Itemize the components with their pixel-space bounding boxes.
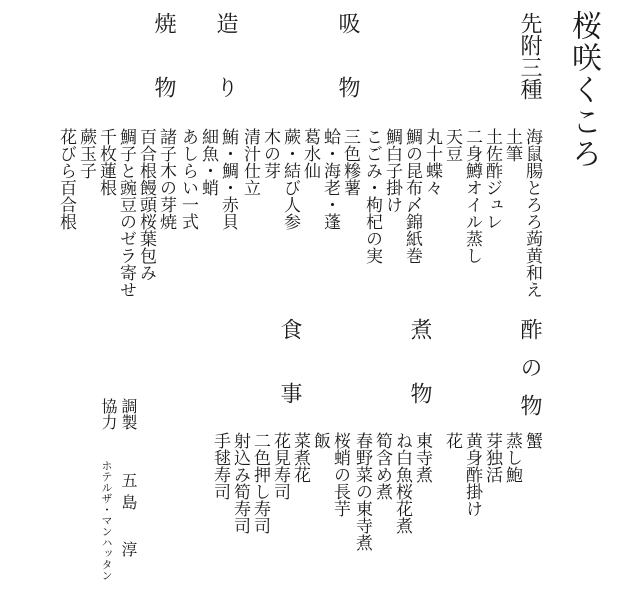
nimono-line: ね白魚桜花煮	[392, 432, 412, 534]
sakizuke-heading: 先附三種	[517, 12, 542, 100]
sunomono-line: 花	[442, 432, 462, 449]
sakizuke-line: 海鼠腸とろろ蒟黄和え	[522, 128, 542, 298]
sakizuke-line: 天豆	[442, 128, 462, 162]
suimono-line: 蕨・結び人参	[280, 128, 300, 230]
tsukuri-heading: 造り	[213, 12, 238, 140]
sakizuke-line: 鯛白子掛け	[382, 128, 402, 213]
nimono-line: 筍含め煮	[372, 432, 392, 500]
shokuji-heading: 食事	[277, 318, 302, 446]
suimono-line: 葛水仙	[300, 128, 320, 179]
shokuji-line: 飯	[310, 432, 330, 449]
credit-prep-label: 調製	[119, 398, 138, 430]
credit-hotel: ホテルザ・マンハッタン	[100, 460, 113, 581]
yakimono-line: 鯛子と豌豆のゼラ寄せ	[116, 128, 136, 298]
sakizuke-line: 丸十蝶々	[422, 128, 442, 196]
shokuji-line: 桜蛸の長芋	[330, 432, 350, 517]
credit-coop-label: 協力	[99, 398, 118, 430]
sakizuke-line: 二身鱒オイル蒸し	[462, 128, 482, 264]
sunomono-line: 芽独活	[482, 432, 502, 483]
suimono-line: 木の芽	[260, 128, 280, 179]
sunomono-line: 蟹	[522, 432, 542, 449]
sakizuke-line: こごみ・枸杞の実	[362, 128, 382, 264]
nimono-heading: 煮物	[407, 318, 432, 446]
shokuji-line: 二色押し寿司	[250, 432, 270, 534]
tsukuri-line: あしらい一式	[178, 128, 198, 230]
credit-chef: 五島 淳	[119, 472, 138, 563]
sakizuke-line: 土佐酢ジュレ	[482, 128, 502, 230]
menu-title: 桜咲くころ	[566, 10, 601, 170]
shokuji-line: 花見寿司	[270, 432, 290, 500]
yakimono-line: 千枚蓮根	[96, 128, 116, 196]
yakimono-line: 諸子木の芽焼	[156, 128, 176, 230]
shokuji-line: 手毬寿司	[210, 432, 230, 500]
sunomono-heading: 酢の物	[517, 318, 542, 432]
sunomono-line: 黄身酢掛け	[462, 432, 482, 517]
suimono-line: 蛤・海老・蓬	[320, 128, 340, 230]
suimono-line: 清汁仕立	[240, 128, 260, 196]
tsukuri-line: 細魚・蛸	[198, 128, 218, 196]
tsukuri-line: 鮪・鯛・赤貝	[218, 128, 238, 230]
yakimono-line: 蕨玉子	[76, 128, 96, 179]
shokuji-line: 菜煮花	[290, 432, 310, 483]
nimono-line: 春野菜の東寺煮	[352, 432, 372, 551]
yakimono-line: 百合根饅頭桜葉包み	[136, 128, 156, 281]
suimono-line: 三色糝薯	[340, 128, 360, 196]
sakizuke-line: 土筆	[502, 128, 522, 162]
sakizuke-line: 鯛の昆布〆錦紙巻	[402, 128, 422, 264]
shokuji-line: 射込み筍寿司	[230, 432, 250, 534]
yakimono-line: 花びら百合根	[56, 128, 76, 230]
sunomono-line: 蒸し鮑	[502, 432, 522, 483]
suimono-heading: 吸物	[335, 12, 360, 140]
yakimono-heading: 焼物	[151, 12, 176, 140]
nimono-line: 東寺煮	[412, 432, 432, 483]
